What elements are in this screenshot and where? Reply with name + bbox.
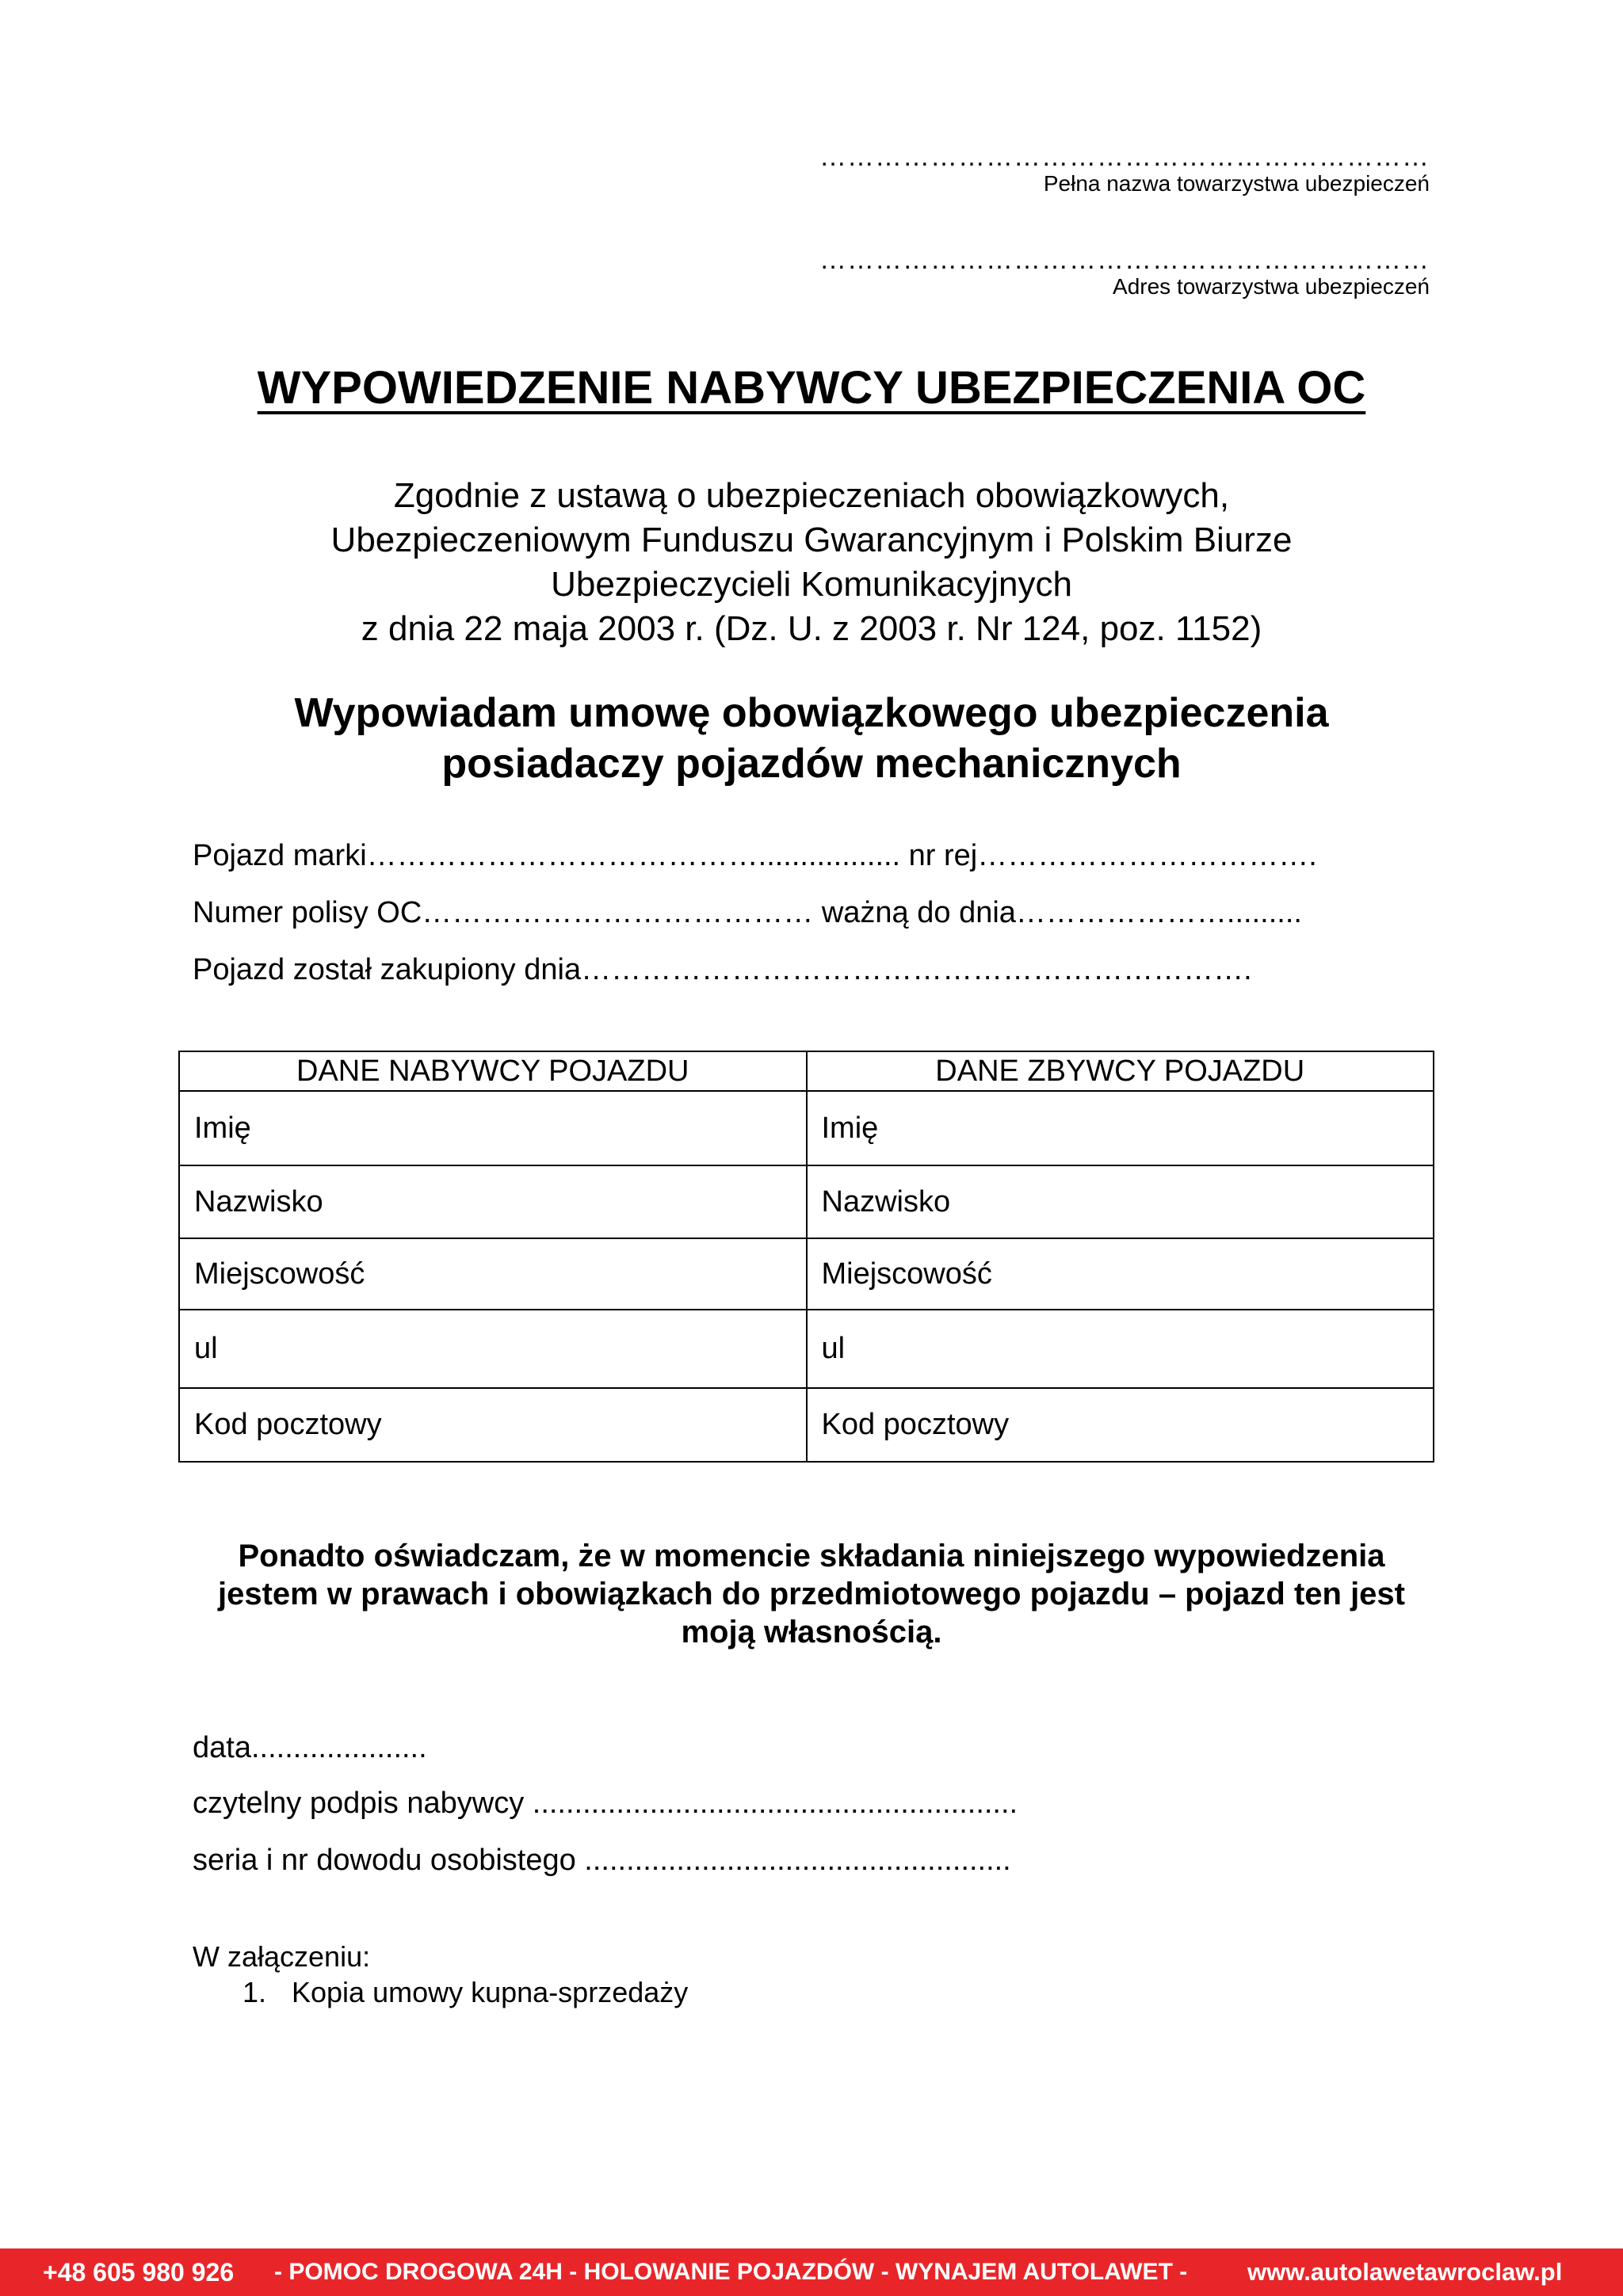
legal-basis-line: Zgodnie z ustawą o ubezpieczeniach obowiązkowych, bbox=[393, 476, 1230, 515]
buyer-first-name-cell: Imię bbox=[179, 1091, 807, 1165]
attachments-heading: W załączeniu: bbox=[193, 1940, 371, 1973]
legal-basis-line: z dnia 22 maja 2003 r. (Dz. U. z 2003 r. Nr 124, poz. 1152) bbox=[361, 609, 1262, 648]
table-row bbox=[179, 1388, 1434, 1462]
table-row bbox=[179, 1310, 1434, 1388]
table-row bbox=[179, 1238, 1434, 1310]
attachment-number: 1. bbox=[242, 1976, 267, 2008]
footer-services: - POMOC DROGOWA 24H - HOLOWANIE POJAZDÓW - WYNAJEM AUTOLAWET - bbox=[274, 2259, 1188, 2285]
insurer-address-block bbox=[653, 246, 1430, 299]
insurer-name-block bbox=[653, 143, 1430, 196]
document-title: WYPOWIEDZENIE NABYWCY UBEZPIECZENIA OC bbox=[257, 362, 1366, 414]
footer-banner bbox=[0, 2248, 1623, 2296]
buyer-last-name-cell: Nazwisko bbox=[179, 1165, 807, 1238]
id-number-field: seria i nr dowodu osobistego ................................................... bbox=[193, 1844, 1011, 1877]
policy-number-field: Numer polisy OC………………………………… ważną do dnia…………………......... bbox=[193, 896, 1302, 929]
seller-first-name-cell: Imię bbox=[807, 1091, 1434, 1165]
buyer-city-cell: Miejscowość bbox=[179, 1238, 807, 1310]
declaration-line: Wypowiadam umowę obowiązkowego ubezpieczenia bbox=[294, 690, 1329, 736]
insurer-address-dots: ………………………………………………………… bbox=[819, 245, 1430, 275]
attachment-item bbox=[242, 1977, 688, 2008]
seller-street-cell: ul bbox=[807, 1310, 1434, 1388]
table-row bbox=[179, 1165, 1434, 1238]
buyer-column-header: DANE NABYWCY POJAZDU bbox=[179, 1051, 807, 1091]
attachment-text: Kopia umowy kupna-sprzedaży bbox=[292, 1976, 689, 2008]
seller-column-header: DANE ZBYWCY POJAZDU bbox=[807, 1051, 1434, 1091]
insurer-address-label: Adres towarzystwa ubezpieczeń bbox=[1113, 274, 1430, 299]
statement-line: moją własnością. bbox=[681, 1615, 942, 1650]
seller-postal-code-cell: Kod pocztowy bbox=[807, 1388, 1434, 1462]
statement-line: jestem w prawach i obowiązkach do przedmiotowego pojazdu – pojazd ten jest bbox=[217, 1577, 1405, 1611]
buyer-postal-code-cell: Kod pocztowy bbox=[179, 1388, 807, 1462]
seller-last-name-cell: Nazwisko bbox=[807, 1165, 1434, 1238]
date-field: data..................... bbox=[193, 1731, 427, 1764]
ownership-statement bbox=[0, 1537, 1623, 1651]
legal-basis-line: Ubezpieczeniowym Funduszu Gwarancyjnym i Polskim Biurze bbox=[330, 521, 1293, 559]
footer-phone: +48 605 980 926 bbox=[43, 2258, 235, 2286]
footer-website: www.autolawetawroclaw.pl bbox=[1247, 2258, 1563, 2286]
seller-city-cell: Miejscowość bbox=[807, 1238, 1434, 1310]
purchase-date-field: Pojazd został zakupiony dnia…………………………………………………………. bbox=[193, 953, 1252, 986]
parties-table bbox=[178, 1051, 1434, 1463]
insurer-name-label: Pełna nazwa towarzystwa ubezpieczeń bbox=[1043, 171, 1430, 196]
declaration-line: posiadaczy pojazdów mechanicznych bbox=[441, 741, 1182, 787]
statement-line: Ponadto oświadczam, że w momencie składania niniejszego wypowiedzenia bbox=[238, 1539, 1385, 1573]
vehicle-make-field: Pojazd marki…………………………………................. nr rej……………………………. bbox=[193, 839, 1317, 872]
table-header-row bbox=[179, 1051, 1434, 1091]
buyer-signature-field: czytelny podpis nabywcy .......................................................... bbox=[193, 1787, 1018, 1820]
legal-basis bbox=[0, 474, 1623, 651]
legal-basis-line: Ubezpieczycieli Komunikacyjnych bbox=[551, 565, 1072, 604]
table-row bbox=[179, 1091, 1434, 1165]
insurer-name-dots: ………………………………………………………… bbox=[819, 142, 1430, 172]
termination-declaration bbox=[0, 688, 1623, 789]
buyer-street-cell: ul bbox=[179, 1310, 807, 1388]
